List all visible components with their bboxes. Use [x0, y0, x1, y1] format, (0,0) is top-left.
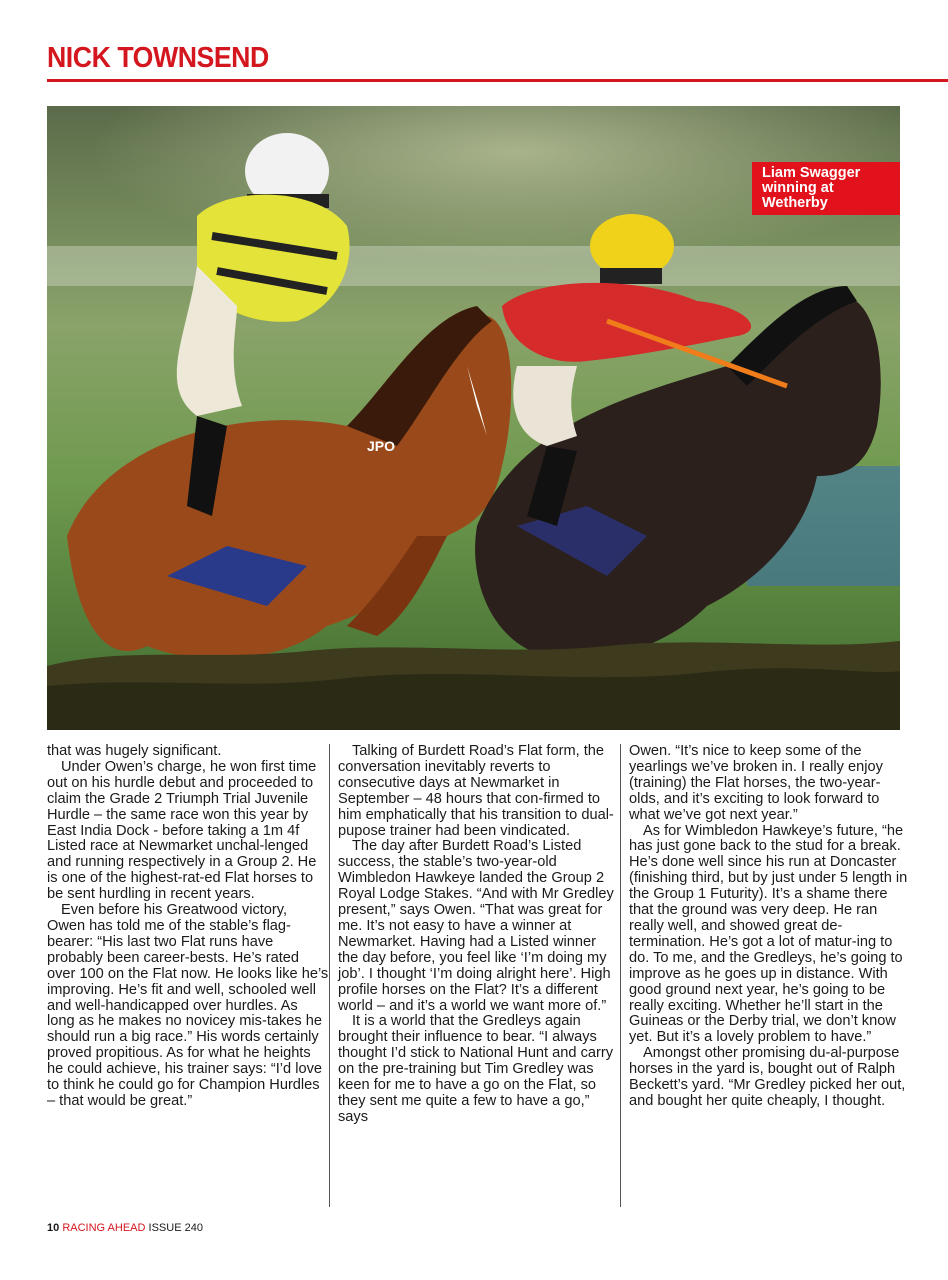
paragraph: It is a world that the Gredleys again brought their influence to bear. “I always thought I’d stick to National Hunt and carry on the pre-training but Tim Gredley was keen for me to have a go on the Flat, so they sent me quite a few to have a go,” says: [338, 1013, 613, 1125]
page-footer: [47, 1222, 203, 1234]
author-byline: NICK TOWNSEND: [47, 42, 269, 74]
race-photo: [47, 106, 900, 730]
article-column-1: [47, 744, 329, 1110]
paragraph: Even before his Greatwood victory, Owen has told me of the stable’s flag-bearer: “His last two Flat runs have probably been career-bests. He’s rated over 100 on the Flat now. He looks like he’s improving. He’s fit and well, schooled well and well-handicapped over hurdles. As long as he makes no novicey mis-takes he should run a big race.” His words certainly proved propitious. As for what he heights he could achieve, his trainer says: “I’d love to think he could go for Champion Hurdles – that would be great.”: [47, 902, 329, 1109]
paragraph: The day after Burdett Road’s Listed success, the stable’s two-year-old Wimbledon Hawkeye landed the Group 2 Royal Lodge Stakes. “And with Mr Gredley present,” says Owen. “That was great for me. It’s not easy to have a winner at Newmarket. Having had a Listed winner the day before, you feel like ‘I’m doing my job’. I thought ‘I’m doing alright here’. High profile horses on the Flat? It’s a different world – and it’s a world we want more of.”: [338, 838, 614, 1014]
column-divider: [620, 744, 621, 1207]
article-column-3: [629, 744, 911, 1110]
header-rule: [47, 79, 948, 82]
paragraph: Talking of Burdett Road’s Flat form, the conversation inevitably reverts to consecutive days at Newmarket in September – 48 hours that con-firmed to him emphatically that his transition to dual-pupose trainer had been vindicated.: [338, 743, 614, 839]
page-number: 10: [47, 1222, 60, 1234]
photo-caption: Liam Swagger winning at Wetherby: [752, 162, 900, 215]
saddlecloth-text: JPO: [367, 438, 396, 454]
paragraph: Owen. “It’s nice to keep some of the yearlings we’ve broken in. I really enjoy (training) the Flat horses, the two-year-olds, and it’s exciting to look forward to what we’ve got next year.”: [629, 743, 883, 823]
paragraph: Amongst other promising du-al-purpose horses in the yard is, bought out of Ralph Beckett’s yard. “Mr Gredley picked her out, and bought her quite cheaply, I thought.: [629, 1045, 906, 1109]
paragraph: As for Wimbledon Hawkeye’s future, “he has just gone back to the stud for a break. He’s done well since his run at Doncaster (finishing third, but by just under 5 length in the Group 1 Futurity). It’s a shame there that the ground was very deep. He ran really well, and showed great de-termination. He’s got a lot of matur-ing to do. To me, and the Gredleys, he’s going to improve as he goes up in distance. With good ground next year, he’s going to be really exciting. Whether he’ll start in the Guineas or the Derby trial, we don’t know yet. But it’s a lovely problem to have.”: [629, 822, 908, 1046]
publication-name: RACING AHEAD: [62, 1222, 146, 1234]
paragraph: Under Owen’s charge, he won first time out on his hurdle debut and proceeded to claim the Grade 2 Triumph Trial Juvenile Hurdle – the same race won this year by East India Dock - before taking a 1m 4f Listed race at Newmarket unchal-lenged and running respectively in a Group 2. He is one of the highest-rat-ed Flat horses to be sent hurdling in recent years.: [47, 758, 317, 903]
issue-number: ISSUE 240: [148, 1222, 203, 1234]
paragraph: that was hugely significant.: [47, 743, 222, 759]
article-column-2: [338, 744, 620, 1126]
column-divider: [329, 744, 330, 1207]
